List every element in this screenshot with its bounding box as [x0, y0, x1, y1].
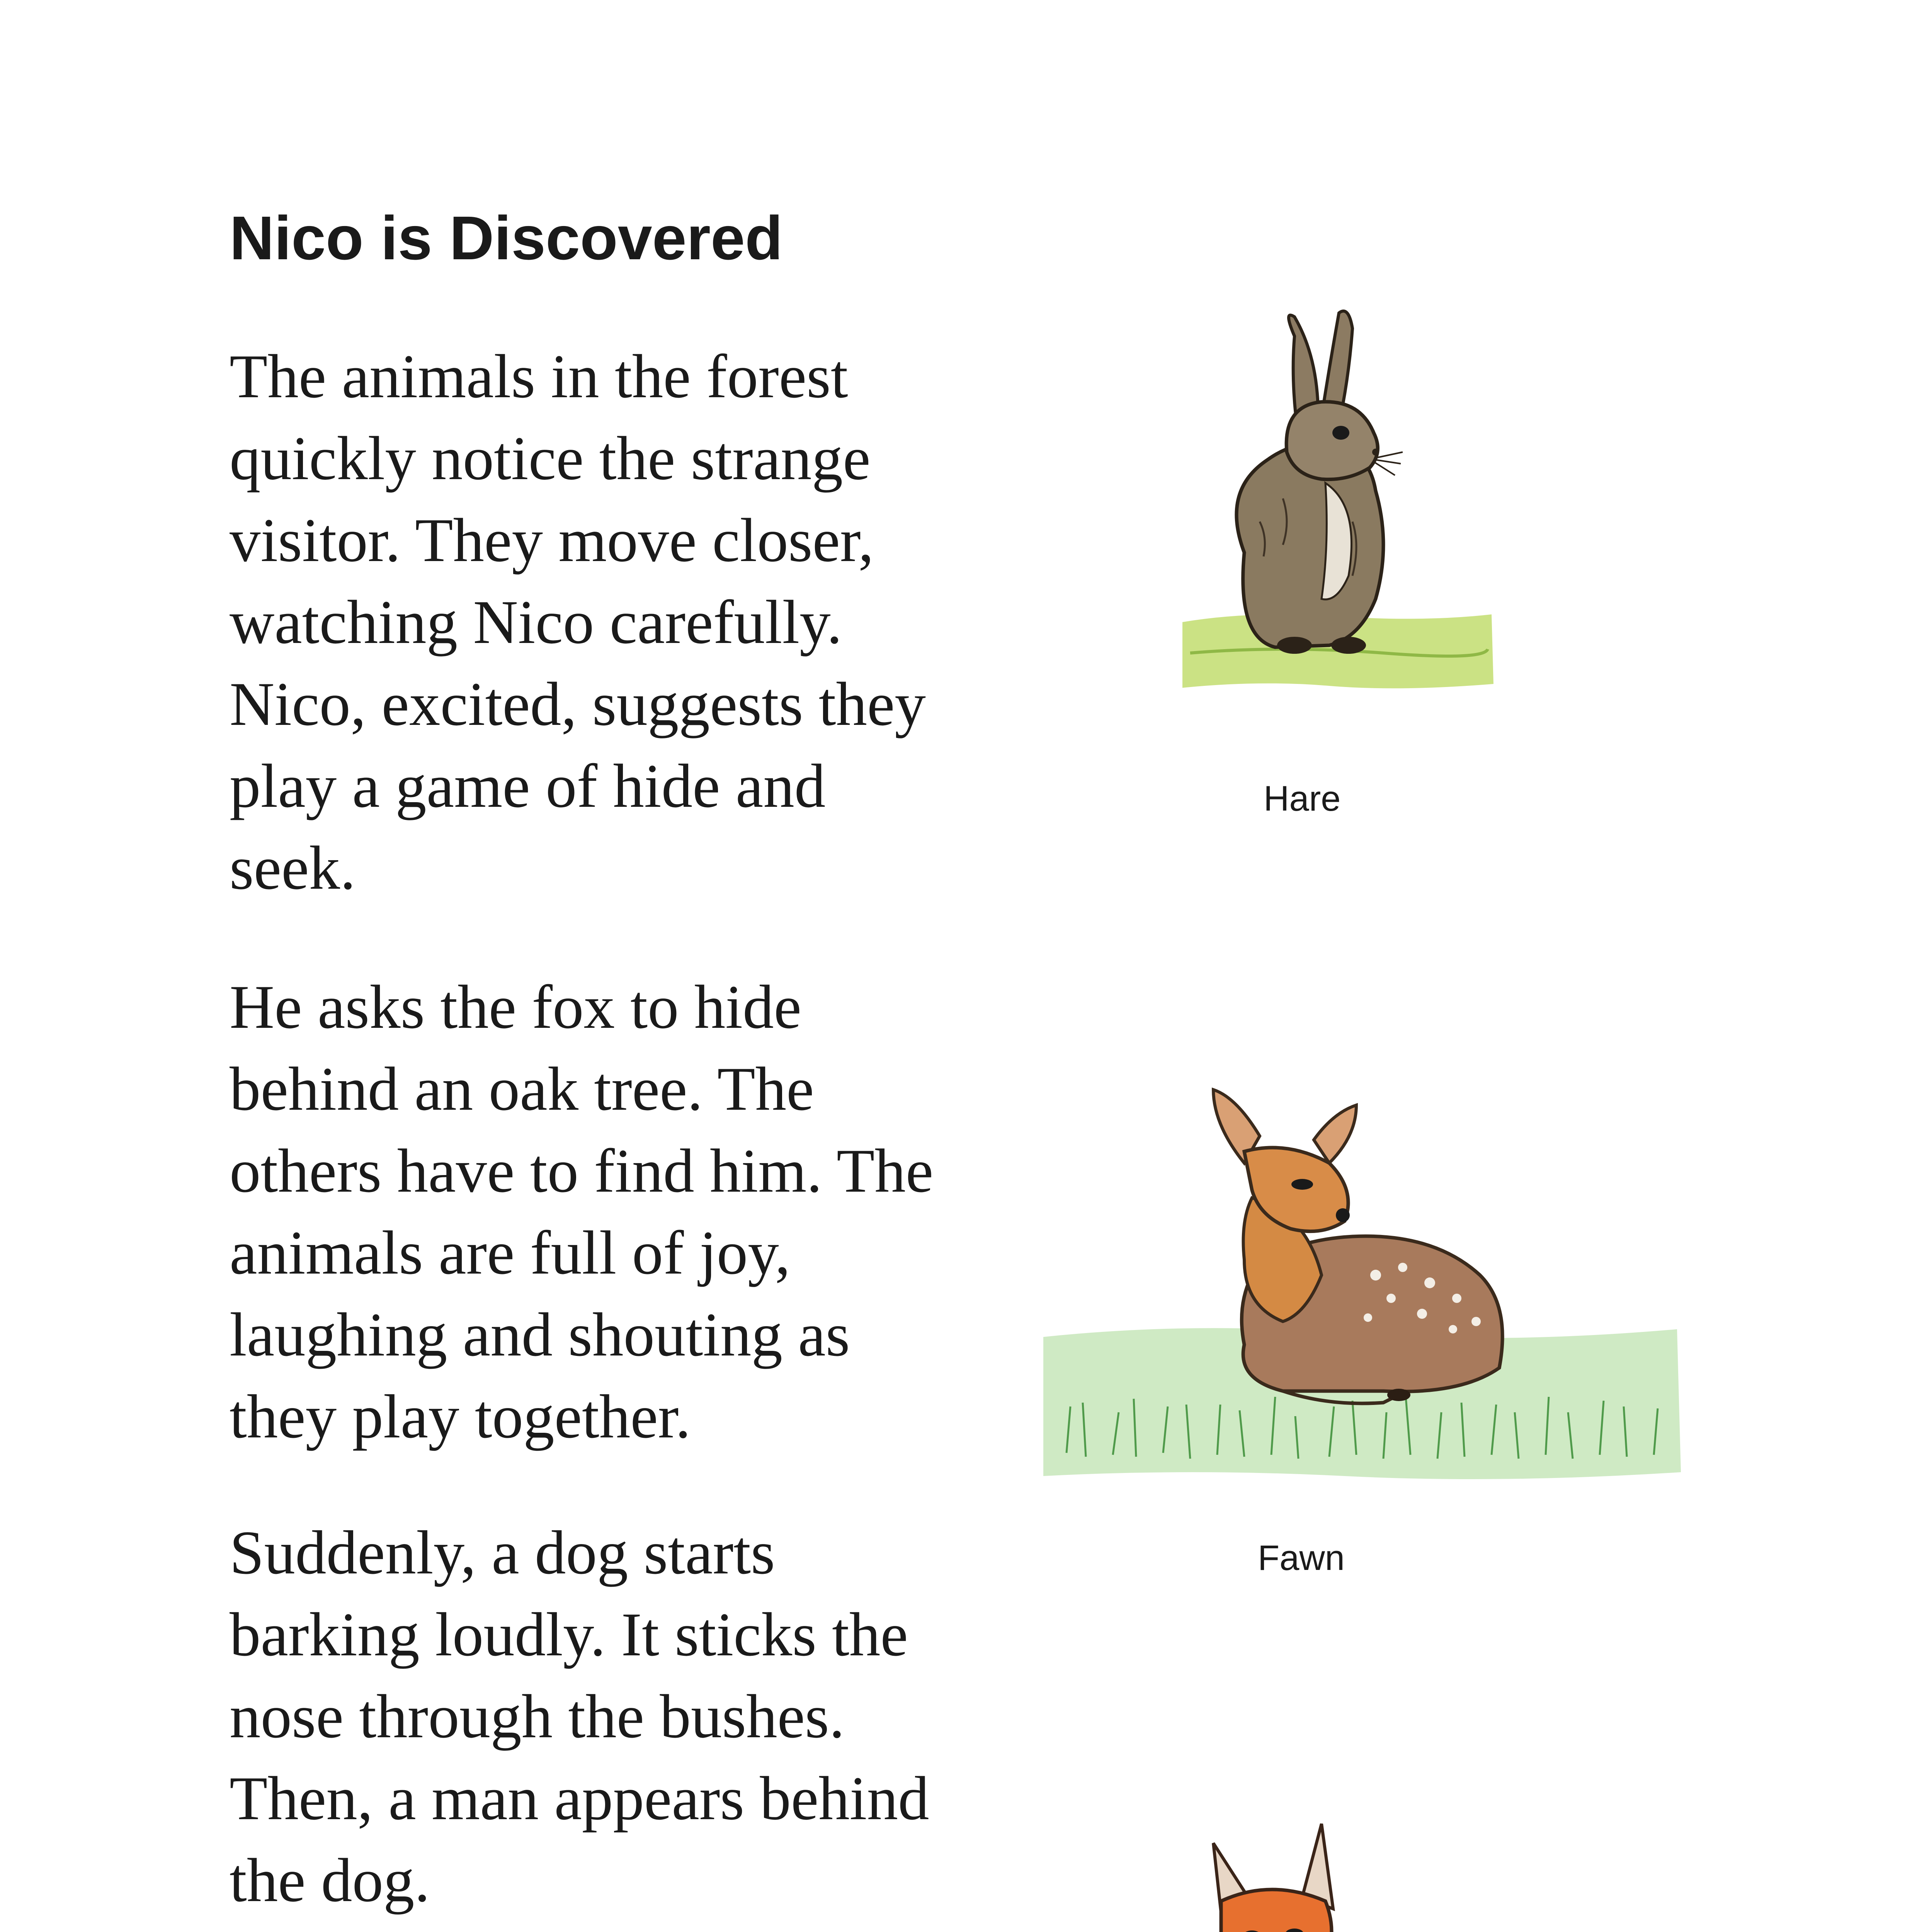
text-line: barking loudly. It sticks the — [230, 1600, 908, 1669]
text-line: quickly notice the strange — [230, 424, 871, 493]
story-paragraph — [230, 966, 1002, 1458]
text-line: others have to find him. The — [230, 1136, 934, 1205]
page-title: Nico is Discovered — [230, 203, 783, 272]
text-line: visitor. They move closer, — [230, 506, 874, 575]
text-line: The animals in the forest — [230, 342, 848, 411]
text-line: play a game of hide and — [230, 752, 826, 820]
hare-illustration — [1167, 305, 1507, 715]
illustration-caption: Hare — [1264, 779, 1341, 818]
illustration-caption: Fawn — [1258, 1538, 1345, 1578]
fawn-illustration — [1036, 1074, 1685, 1492]
text-line: seek. — [230, 833, 356, 902]
text-line: Suddenly, a dog starts — [230, 1518, 775, 1587]
text-line: they play together. — [230, 1382, 691, 1451]
story-paragraph — [230, 335, 1002, 909]
text-line: Nico, excited, suggests they — [230, 670, 926, 738]
fox-illustration — [1155, 1812, 1573, 1932]
text-line: the dog. — [230, 1846, 430, 1915]
text-line: He asks the fox to hide — [230, 973, 801, 1041]
text-line: behind an oak tree. The — [230, 1054, 814, 1123]
text-line: Then, a man appears behind — [230, 1764, 929, 1833]
text-line: nose through the bushes. — [230, 1682, 845, 1751]
story-paragraph — [230, 1512, 1002, 1921]
text-line: laughing and shouting as — [230, 1300, 850, 1369]
text-line: watching Nico carefully. — [230, 588, 842, 656]
text-line: animals are full of joy, — [230, 1218, 791, 1287]
